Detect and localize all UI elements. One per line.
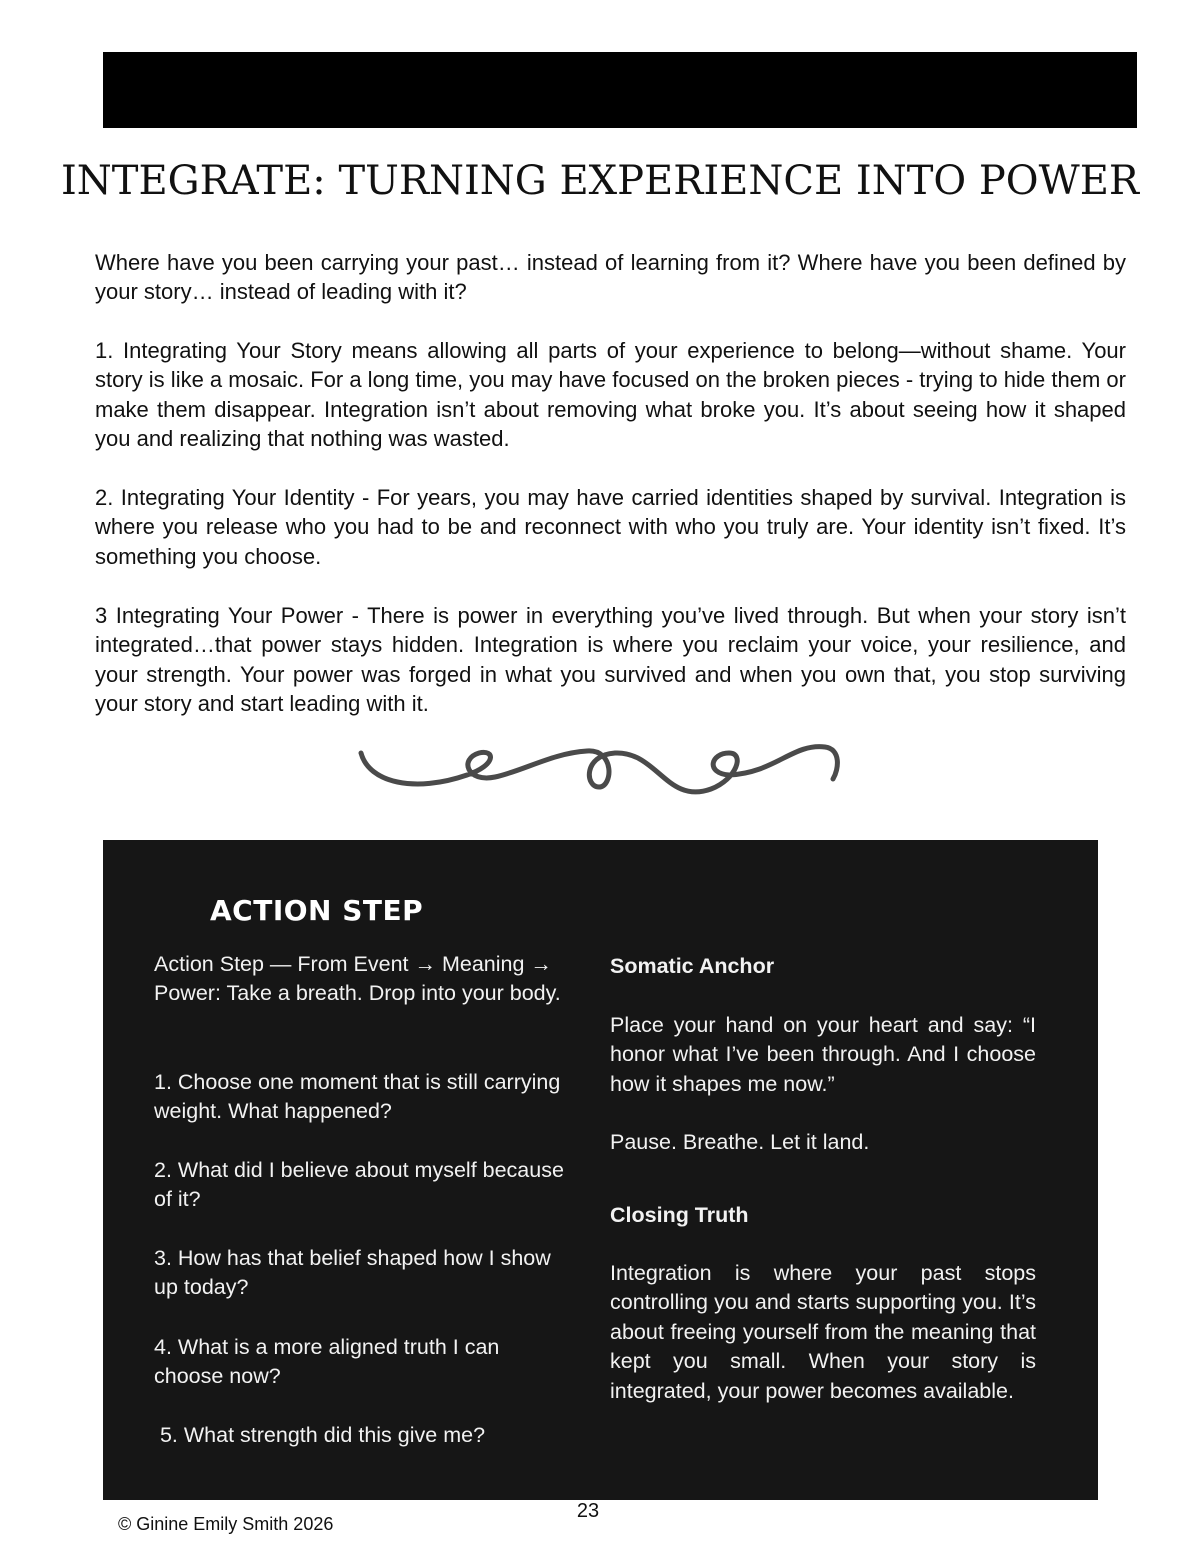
- action-intro: Action Step — From Event → Meaning → Power: Take a breath. Drop into your body.: [154, 952, 561, 1006]
- point-identity-paragraph: 2. Integrating Your Identity - For years, you may have carried identities shaped by survival. Integration is where you release who you had to be and reconnect with who you truly are. Your identity isn’t fixed. It’s something you choose.: [95, 485, 1126, 569]
- closing-truth-text: Integration is where your past stops controlling you and starts supporting you. It’s about freeing yourself from the meaning that kept you small. When your story is integrated, your power becomes available.: [610, 1261, 1036, 1403]
- action-question-4: 4. What is a more aligned truth I can choose now?: [154, 1335, 500, 1389]
- somatic-anchor-text: Place your hand on your heart and say: “I honor what I’ve been through. And I choose how it shapes me now.”: [610, 1013, 1036, 1096]
- action-question-5: 5. What strength did this give me?: [154, 1423, 486, 1447]
- swirl-divider-icon: [355, 735, 845, 805]
- point-story-paragraph: 1. Integrating Your Story means allowing all parts of your experience to belong—without shame. Your story is like a mosaic. For a long time, you may have focused on the broken pieces - trying to hide them or make them disappear. Integration isn’t about removing what broke you. It’s about seeing how it shaped you and realizing that nothing was wasted.: [95, 338, 1126, 452]
- point-power-paragraph: 3 Integrating Your Power - There is power in everything you’ve lived through. But when your story isn’t integrated…that power stays hidden. Integration is where you reclaim your voice, your resilience, and your strength. Your power was forged in what you survived and when you own that, you stop surviving your story and start leading with it.: [95, 603, 1126, 717]
- action-question-3: 3. How has that belief shaped how I show up today?: [154, 1246, 551, 1300]
- action-question-2: 2. What did I believe about myself because of it?: [154, 1158, 564, 1212]
- closing-truth-heading: Closing Truth: [610, 1203, 749, 1227]
- header-bar: [103, 52, 1137, 128]
- page-number: 23: [576, 1500, 600, 1522]
- pause-text: Pause. Breathe. Let it land.: [610, 1130, 870, 1154]
- copyright-notice: © Ginine Emily Smith 2026: [118, 1514, 334, 1534]
- intro-paragraph: Where have you been carrying your past… instead of learning from it? Where have you been defined by your story… instead of leading with it?: [95, 250, 1126, 305]
- action-question-1: 1. Choose one moment that is still carrying weight. What happened?: [154, 1070, 561, 1124]
- somatic-anchor-heading: Somatic Anchor: [610, 954, 775, 978]
- action-step-heading: ACTION STEP: [210, 894, 424, 927]
- page-title: INTEGRATE: TURNING EXPERIENCE INTO POWER: [60, 158, 1140, 204]
